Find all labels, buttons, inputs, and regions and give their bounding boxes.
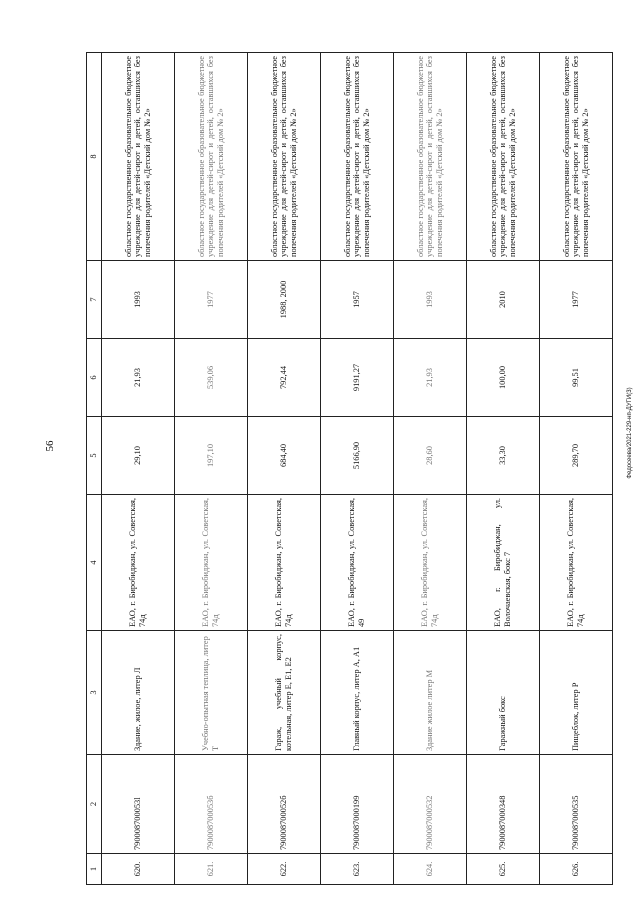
table-row	[467, 53, 540, 885]
object-year: 1977	[175, 261, 248, 339]
object-year: 2010	[467, 261, 540, 339]
object-address: ЕАО, г. Биробиджан, ул. Советская, 74д	[394, 495, 467, 631]
object-area: 684,40	[248, 417, 321, 495]
cadastral-code: 790008700053l	[102, 755, 175, 854]
object-year: 1993	[102, 261, 175, 339]
object-address: ЕАО, г. Биробиджан, ул. Советская, 74д	[175, 495, 248, 631]
object-name: Здание, жилое, литер Л	[102, 631, 175, 755]
object-value: 21,93	[102, 339, 175, 417]
column-header: 5	[87, 417, 102, 495]
cadastral-code: 7900087000348	[467, 755, 540, 854]
table-row	[540, 53, 613, 885]
property-table	[86, 52, 613, 885]
holder-organization: областное государственное образовательное бюджетное учреждение для детей-сирот и детей, оставшихся без попечения родителей «Детский дом № 2»	[248, 53, 321, 261]
table-row	[175, 53, 248, 885]
object-year: 1977	[540, 261, 613, 339]
holder-organization: областное государственное образовательное бюджетное учреждение для детей-сирот и детей, оставшихся без попечения родителей «Детский дом № 2»	[540, 53, 613, 261]
object-address: ЕАО, г. Биробиджан, ул. Советская, 74д	[248, 495, 321, 631]
object-value: 21,93	[394, 339, 467, 417]
holder-organization: областное государственное образовательное бюджетное учреждение для детей-сирот и детей, оставшихся без попечения родителей «Детский дом № 2»	[102, 53, 175, 261]
object-address: ЕАО, г. Биробиджан, ул. Советская, 49	[321, 495, 394, 631]
object-address: ЕАО, г. Биробиджан, ул. Волочаевская, бокс 7	[467, 495, 540, 631]
footer-document-code: Федосеева/2021-229-нп-ДУГИ(3)	[627, 387, 633, 479]
object-name: Гараж, учебный корпус, котельная, литер Е, Е1, Е2	[248, 631, 321, 755]
object-name: Пищеблок, литер Р	[540, 631, 613, 755]
object-value: 100,00	[467, 339, 540, 417]
table-row	[248, 53, 321, 885]
table-row	[394, 53, 467, 885]
table-row	[102, 53, 175, 885]
rotated-table-container	[86, 53, 613, 885]
cadastral-code: 790008700052б	[248, 755, 321, 854]
object-address: ЕАО, г. Биробиджан, ул. Советская, 74д	[540, 495, 613, 631]
object-year: 1988, 2000	[248, 261, 321, 339]
cadastral-code: 7900087000535	[540, 755, 613, 854]
column-header: 3	[87, 631, 102, 755]
column-header: 4	[87, 495, 102, 631]
column-header: 2	[87, 755, 102, 854]
object-address: ЕАО, г. Биробиджан, ул. Советская, 74д	[102, 495, 175, 631]
object-value: 792,44	[248, 339, 321, 417]
holder-organization: областное государственное образовательное бюджетное учреждение для детей-сирот и детей, оставшихся без попечения родителей «Детский дом № 2»	[321, 53, 394, 261]
holder-organization: областное государственное образовательное бюджетное учреждение для детей-сирот и детей, оставшихся без попечения родителей «Детский дом № 2»	[175, 53, 248, 261]
object-value: 99,51	[540, 339, 613, 417]
row-number: 626.	[540, 854, 613, 885]
cadastral-code: 790008700053б	[175, 755, 248, 854]
object-area: 197,10	[175, 417, 248, 495]
object-value: 9191,27	[321, 339, 394, 417]
table-row	[321, 53, 394, 885]
holder-organization: областное государственное образовательное бюджетное учреждение для детей-сирот и детей, оставшихся без попечения родителей «Детский дом № 2»	[394, 53, 467, 261]
row-number: 620.	[102, 854, 175, 885]
column-header: 1	[87, 854, 102, 885]
row-number: 625.	[467, 854, 540, 885]
object-value: 539,06	[175, 339, 248, 417]
object-area: 29,10	[102, 417, 175, 495]
object-area: 28,60	[394, 417, 467, 495]
row-number: 623.	[321, 854, 394, 885]
column-header: 6	[87, 339, 102, 417]
object-name: Здание жилое литер М	[394, 631, 467, 755]
table-header-row	[87, 53, 102, 885]
row-number: 624.	[394, 854, 467, 885]
object-year: 1993	[394, 261, 467, 339]
holder-organization: областное государственное образовательное бюджетное учреждение для детей-сирот и детей, оставшихся без попечения родителей «Детский дом № 2»	[467, 53, 540, 261]
page-number: 56	[44, 440, 56, 452]
object-name: Учебно-опытная теплица, литер Т	[175, 631, 248, 755]
row-number: 621.	[175, 854, 248, 885]
object-name: Гаражный бокс	[467, 631, 540, 755]
row-number: 622.	[248, 854, 321, 885]
object-year: 1957	[321, 261, 394, 339]
object-area: 289,70	[540, 417, 613, 495]
object-area: 33,30	[467, 417, 540, 495]
cadastral-code: 7900087000532	[394, 755, 467, 854]
object-name: Главный корпус, литер А, А1	[321, 631, 394, 755]
cadastral-code: 7900087000199	[321, 755, 394, 854]
column-header: 7	[87, 261, 102, 339]
column-header: 8	[87, 53, 102, 261]
object-area: 5166,90	[321, 417, 394, 495]
